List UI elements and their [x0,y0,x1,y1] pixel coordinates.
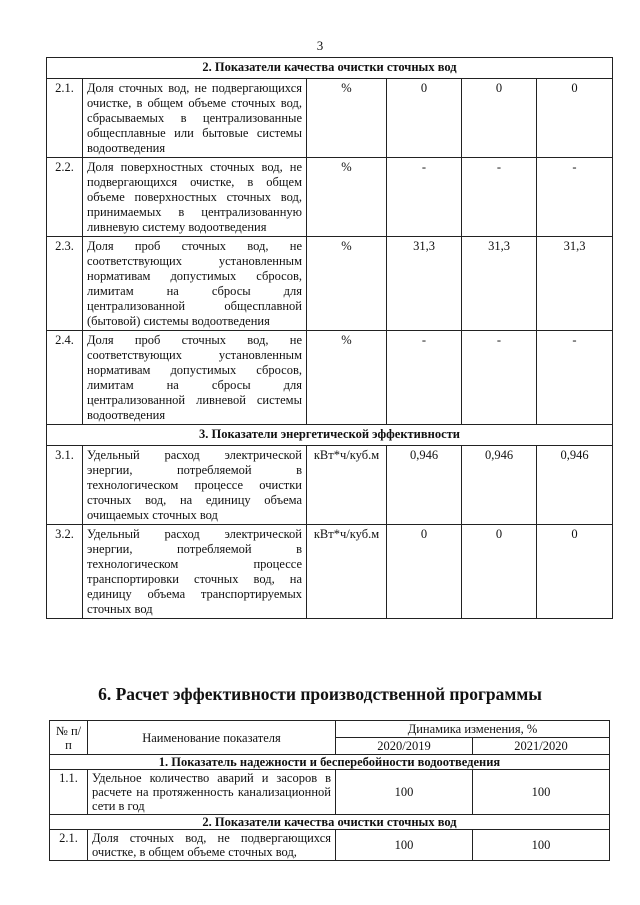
value-1: 31,3 [387,237,462,331]
value-3: 0,946 [537,446,613,525]
value-3: 0 [537,79,613,158]
section-title-1: 1. Показатель надежности и бесперебойности водоотведения [50,755,610,770]
efficiency-table [49,720,610,861]
value-1: 100 [336,830,473,861]
indicator-name: Удельное количество аварий и засоров в расчете на протяженность канализационной сети в год [88,770,336,815]
value-3: 31,3 [537,237,613,331]
table-row [47,446,613,525]
value-1: 0,946 [387,446,462,525]
row-number: 3.1. [47,446,83,525]
table-row [47,525,613,619]
header-year-2: 2021/2020 [473,738,610,755]
unit: кВт*ч/куб.м [307,446,387,525]
section-title-3: 3. Показатели энергетической эффективности [47,425,613,446]
indicators-table [46,57,613,619]
section-row [47,425,613,446]
row-number: 2.1. [47,79,83,158]
value-2: 31,3 [462,237,537,331]
section-title-2: 2. Показатели качества очистки сточных вод [47,58,613,79]
value-1: 0 [387,525,462,619]
table-row [47,158,613,237]
value-1: 0 [387,79,462,158]
unit: % [307,79,387,158]
row-number: 2.1. [50,830,88,861]
value-2: 0,946 [462,446,537,525]
value-3: - [537,331,613,425]
row-number: 2.3. [47,237,83,331]
value-2: 100 [473,770,610,815]
header-number: № п/п [50,721,88,755]
section-title-2: 2. Показатели качества очистки сточных вод [50,815,610,830]
table-row [50,770,610,815]
table-row [47,237,613,331]
header-row [50,721,610,738]
unit: кВт*ч/куб.м [307,525,387,619]
indicator-name: Доля поверхностных сточных вод, не подвергающихся очистке, в общем объеме поверхностных сточных вод, принимаемых в централизованную ливневую систему водоотведения [83,158,307,237]
indicator-name: Удельный расход электрической энергии, потребляемой в технологическом процессе транспортировки сточных вод, на единицу объема транспортируемых сточных вод [83,525,307,619]
section-row [47,58,613,79]
unit: % [307,158,387,237]
header-name: Наименование показателя [88,721,336,755]
row-number: 2.2. [47,158,83,237]
value-2: 0 [462,79,537,158]
value-2: 0 [462,525,537,619]
row-number: 2.4. [47,331,83,425]
table-row [47,79,613,158]
header-year-1: 2020/2019 [336,738,473,755]
value-3: 0 [537,525,613,619]
page-number: 3 [316,38,324,53]
value-1: - [387,158,462,237]
value-1: 100 [336,770,473,815]
unit: % [307,237,387,331]
row-number: 3.2. [47,525,83,619]
indicator-name: Доля сточных вод, не подвергающихся очистке, в общем объеме сточных вод, сбрасываемых в централизованные общесплавные или бытовые системы водоотведения [83,79,307,158]
value-2: 100 [473,830,610,861]
indicator-name: Удельный расход электрической энергии, потребляемой в технологическом процессе очистки сточных вод, на единицу объема очищаемых сточных вод [83,446,307,525]
indicator-name: Доля проб сточных вод, не соответствующих установленным нормативам допустимых сбросов, лимитам на сбросы для централизованной общесплавной (бытовой) системы водоотведения [83,237,307,331]
table-row [47,331,613,425]
section-heading: 6. Расчет эффективности производственной программы [98,684,542,704]
value-2: - [462,158,537,237]
value-2: - [462,331,537,425]
value-1: - [387,331,462,425]
unit: % [307,331,387,425]
section-row [50,815,610,830]
table-row [50,830,610,861]
header-dynamics: Динамика изменения, % [336,721,610,738]
indicator-name: Доля сточных вод, не подвергающихся очистке, в общем объеме сточных вод, [88,830,336,861]
value-3: - [537,158,613,237]
section-row [50,755,610,770]
indicator-name: Доля проб сточных вод, не соответствующих установленным нормативам допустимых сбросов, лимитам на сбросы для централизованной ливневой системы водоотведения [83,331,307,425]
row-number: 1.1. [50,770,88,815]
